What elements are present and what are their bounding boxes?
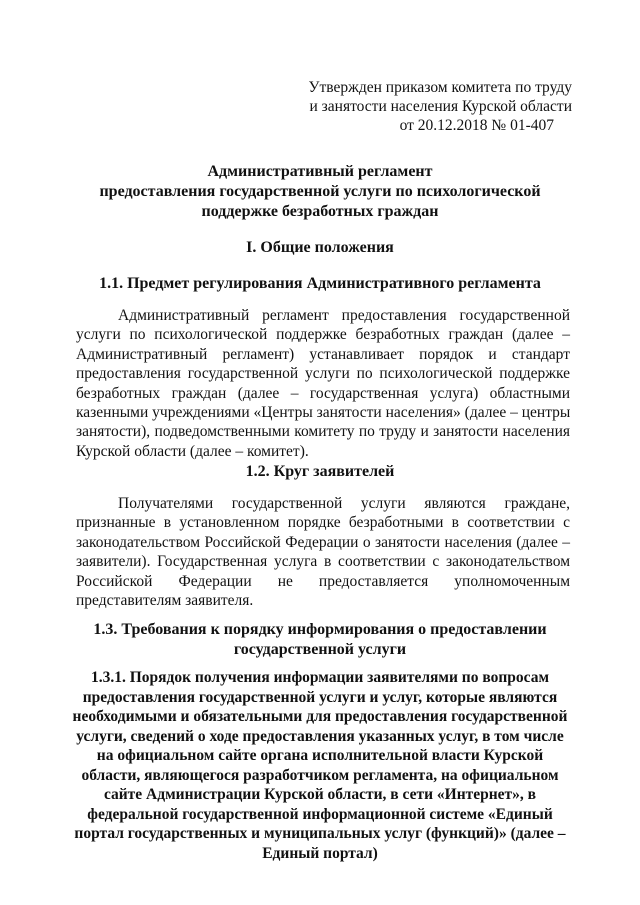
paragraph-line: Административный регламент предоставления государственной	[118, 307, 570, 324]
approval-stamp	[300, 78, 572, 135]
paragraph-line: Курской области (далее – комитет).	[76, 442, 309, 460]
heading-line: предоставления государственной услуги и услуг, которые являются	[82, 688, 558, 706]
heading-line: необходимыми и обязательными для предоставления государственной	[72, 708, 568, 725]
heading-line: на официальном сайте органа исполнительной власти Курской	[96, 747, 544, 764]
document-title	[60, 162, 580, 222]
title-line-3: поддержке безработных граждан	[201, 203, 439, 220]
heading-line: услуги, сведений о ходе предоставления указанных услуг, в том числе	[76, 727, 564, 745]
paragraph-line: услуги по психологической поддержке безработных граждан (далее –	[76, 326, 570, 344]
section-1-1-paragraph	[76, 306, 570, 461]
section-1-1-heading: 1.1. Предмет регулирования Административного регламента	[99, 275, 541, 292]
title-line-1: Административный регламент	[207, 163, 433, 180]
approval-line-2: и занятости населения Курской области	[309, 98, 572, 115]
section-1-2-heading: 1.2. Круг заявителей	[245, 463, 395, 480]
heading-line: портал государственных и муниципальных услуг (функций)» (далее –	[74, 825, 566, 842]
section-1-2-paragraph	[76, 494, 570, 610]
heading-line: области, являющегося разработчиком регламента, на официальном	[81, 766, 559, 784]
heading-line: сайте Администрации Курской области, в сети «Интернет», в	[103, 786, 537, 803]
paragraph-line: Административный регламент) устанавливает порядок и стандарт	[76, 345, 570, 363]
title-line-2: предоставления государственной услуги по психологической	[99, 183, 541, 200]
paragraph-line: признанные в установленном порядке безработными в соответствии с	[76, 514, 570, 532]
heading-line: Единый портал)	[262, 844, 378, 862]
paragraph-line: занятости), подведомственными комитету по труду и занятости населения	[76, 423, 570, 441]
paragraph-line: представителям заявителя.	[76, 592, 254, 610]
section-1-3-1-heading	[70, 668, 570, 863]
section-1-3-heading-line-1: 1.3. Требования к порядку информирования о предоставлении	[93, 621, 547, 638]
approval-line-1: Утвержден приказом комитета по труду	[308, 79, 572, 96]
paragraph-line: безработных граждан (далее – государственная услуга) областными	[76, 384, 570, 402]
approval-line-3: от 20.12.2018 № 01-407	[399, 117, 554, 134]
heading-line: 1.3.1. Порядок получения информации заявителями по вопросам	[90, 669, 550, 686]
paragraph-line: предоставления государственной услуги по психологической поддержке	[76, 365, 570, 383]
section-1-3-heading-line-2: государственной услуги	[233, 641, 407, 658]
section-1-3-heading	[60, 620, 580, 660]
section-1-heading: I. Общие положения	[246, 239, 394, 256]
paragraph-line: казенными учреждениями «Центры занятости населения» (далее – центры	[76, 404, 571, 422]
heading-line: федеральной государственной информационной системе «Единый	[87, 805, 553, 823]
paragraph-line: Получателями государственной услуги являются граждане,	[118, 495, 570, 512]
paragraph-line: законодательством Российской Федерации о занятости населения (далее –	[76, 533, 570, 551]
paragraph-line: Российской Федерации не предоставляется уполномоченным	[76, 572, 570, 590]
paragraph-line: заявители). Государственная услуга в соответствии с законодательством	[76, 553, 570, 571]
